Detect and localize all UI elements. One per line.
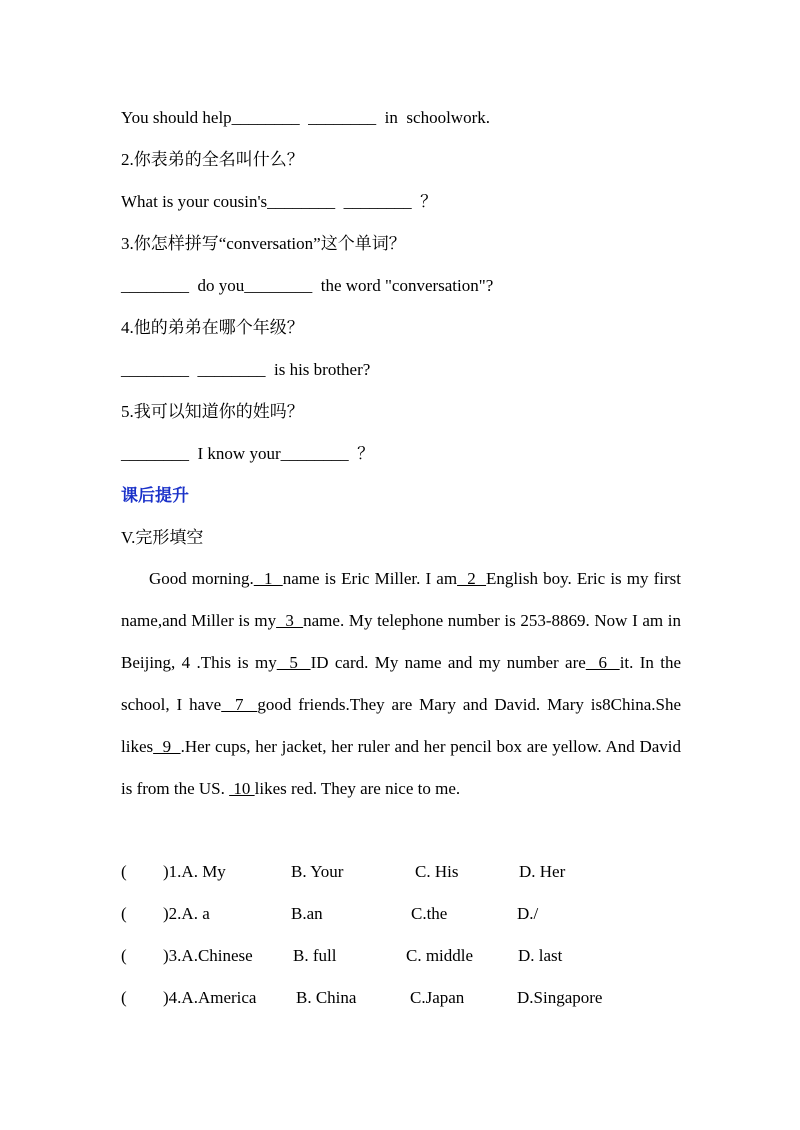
passage-segment: English boy. Eric is my first name,and Miller is my [121, 569, 682, 630]
option-d: D.Singapore [517, 988, 603, 1007]
question-row-3 [121, 944, 681, 968]
passage-segment: ID card. My name and my number are [310, 653, 586, 672]
option-a: )1.A. My [163, 862, 226, 881]
passage-segment: good friends.They are Mary and David. Mary is8China.She likes [121, 695, 681, 756]
cloze-passage [121, 558, 681, 810]
exercise-line-7: ________ ________ is his brother? [121, 360, 371, 379]
section-heading: V.完形填空 [121, 528, 204, 547]
passage-segment: .Her cups, her jacket, her ruler and her pencil box are yellow. And David is from the US. [121, 737, 682, 798]
option-b: B.an [291, 904, 323, 923]
exercise-line-8: 5.我可以知道你的姓吗？ [121, 402, 304, 421]
option-c: C.Japan [410, 988, 465, 1007]
cloze-blank: 3 [276, 611, 304, 630]
option-a: )2.A. a [163, 904, 210, 923]
option-c: C.the [411, 904, 448, 923]
section-title: 课后提升 [121, 486, 189, 506]
cloze-blank: 5 [276, 653, 311, 672]
option-a: )3.A.Chinese [163, 946, 253, 965]
cloze-blank: 1 [253, 569, 283, 588]
cloze-blank: 2 [457, 569, 487, 588]
exercise-line-6: 4.他的弟弟在哪个年级？ [121, 318, 304, 337]
exercise-line-4: 3.你怎样拼写“conversation”这个单词？ [121, 234, 406, 253]
passage-segment: it. In the school, I have [121, 653, 681, 714]
exercise-line-9: ________ I know your________ ？ [121, 444, 375, 463]
answer-paren: ( [121, 946, 127, 965]
option-c: C. middle [406, 946, 474, 965]
question-row-2 [121, 902, 681, 926]
option-d: D. Her [519, 862, 566, 881]
option-b: B. China [296, 988, 357, 1007]
cloze-blank: 7 [221, 695, 258, 714]
exercise-line-2: 2.你表弟的全名叫什么？ [121, 150, 304, 169]
exercise-line-1: You should help________ ________ in schoolwork. [121, 108, 490, 127]
passage-segment: name is Eric Miller. I am [282, 569, 458, 588]
answer-paren: ( [121, 904, 127, 923]
answer-paren: ( [121, 862, 127, 881]
passage-segment: Good morning. [149, 569, 254, 588]
passage-segment: likes red. They are nice to me. [254, 779, 461, 798]
option-c: C. His [415, 862, 459, 881]
option-b: B. full [293, 946, 337, 965]
answer-paren: ( [121, 988, 127, 1007]
question-row-1 [121, 860, 681, 884]
option-a: )4.A.America [163, 988, 257, 1007]
cloze-blank: 6 [585, 653, 620, 672]
passage-text [121, 569, 681, 798]
exercise-line-3: What is your cousin's________ ________ ？ [121, 192, 438, 211]
question-row-4 [121, 986, 681, 1010]
option-d: D. last [518, 946, 563, 965]
option-b: B. Your [291, 862, 344, 881]
exercise-line-5: ________ do you________ the word "conversation"? [121, 276, 494, 295]
passage-segment: name. My telephone number is 253-8869. Now I am in Beijing, 4 .This is my [121, 611, 681, 672]
option-d: D./ [517, 904, 539, 923]
cloze-blank: 9 [153, 737, 181, 756]
cloze-blank: 10 [229, 779, 255, 798]
